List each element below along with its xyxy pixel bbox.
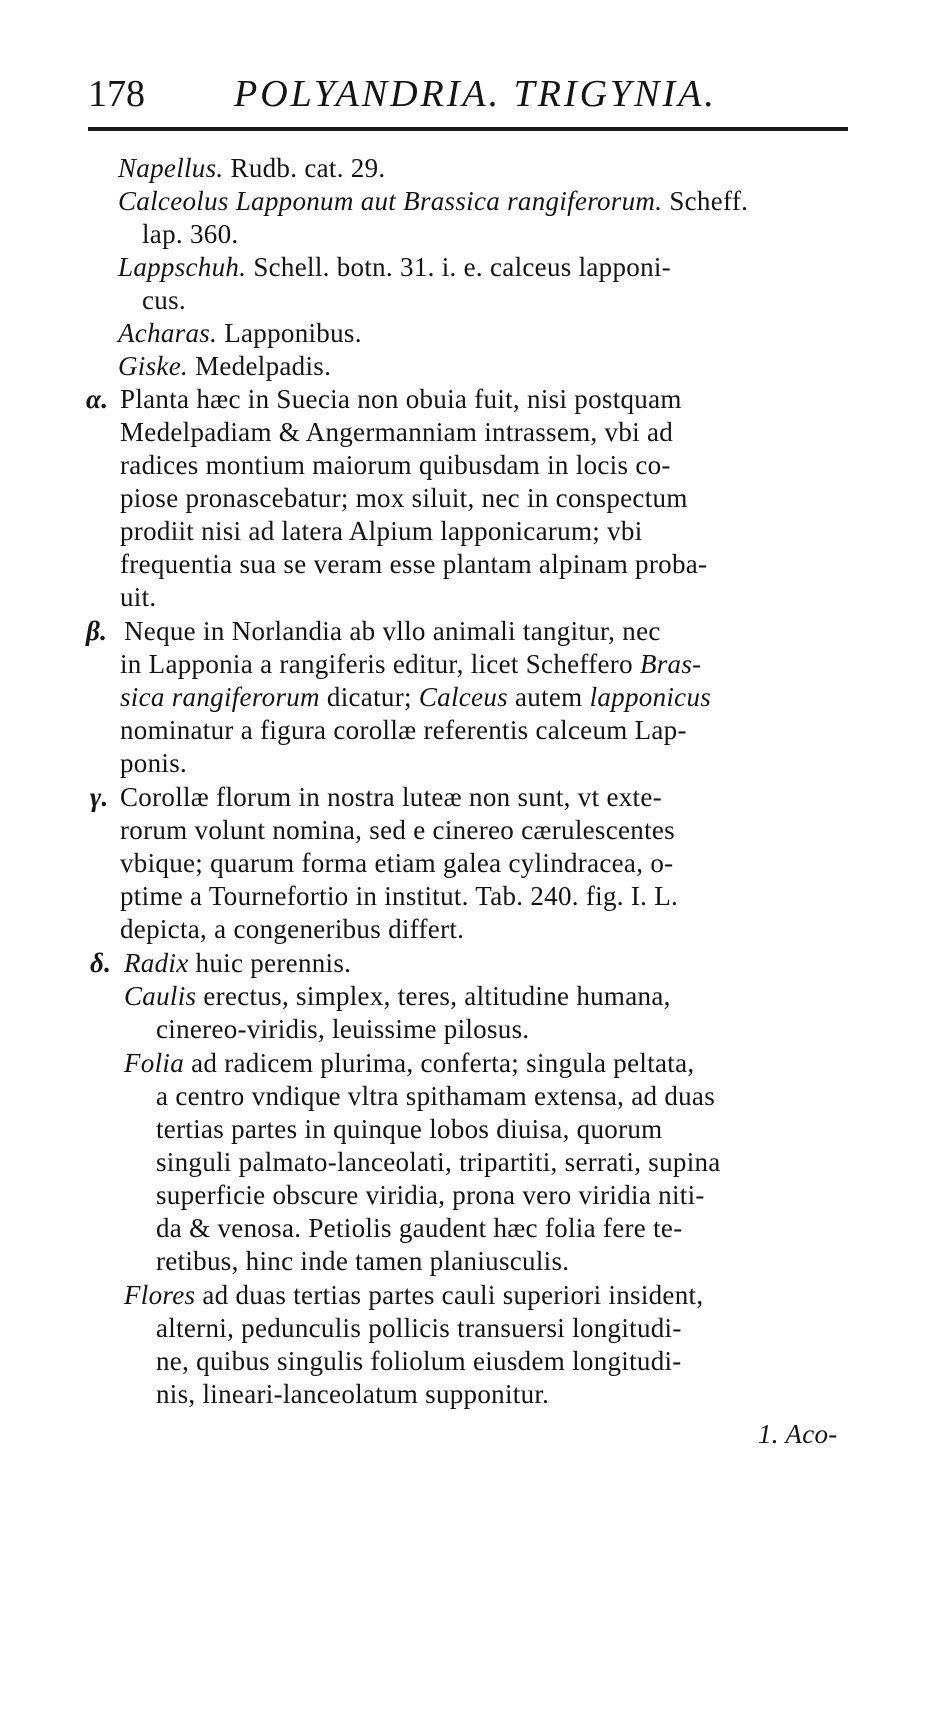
synonym-line xyxy=(118,151,385,185)
synonym-name: Calceolus Lapponum aut Brassica rangiferorum. xyxy=(118,186,663,216)
synonym-line xyxy=(118,250,671,284)
alpha-line: Planta hæc in Suecia non obuia fuit, nisi postquam xyxy=(120,384,682,414)
synonym-continuation: cus. xyxy=(142,285,186,315)
alpha-line: piose pronascebatur; mox siluit, nec in conspectum xyxy=(120,483,688,513)
beta-line: Neque in Norlandia ab vllo animali tangitur, nec xyxy=(124,616,661,646)
folia-continuation: tertias partes in quinque lobos diuisa, quorum xyxy=(156,1114,663,1144)
flores-term: Flores xyxy=(124,1280,196,1310)
page-number: 178 xyxy=(88,73,145,115)
radix-term: Radix xyxy=(124,948,189,978)
flores-continuation: alterni, pedunculis pollicis transuersi longitudi- xyxy=(156,1313,682,1343)
radix-line xyxy=(124,946,351,980)
note-marker-gamma: γ. xyxy=(90,782,109,812)
note-marker-delta: δ. xyxy=(90,948,112,978)
gamma-line: vbique; quarum forma etiam galea cylindracea, o- xyxy=(120,848,674,878)
synonym-text: Schell. botn. 31. i. e. calceus lapponi- xyxy=(253,252,671,282)
flores-line xyxy=(124,1278,703,1312)
beta-line: nominatur a figura corollæ referentis calceum Lap- xyxy=(120,715,687,745)
beta-line: ponis. xyxy=(120,748,188,778)
synonym-line xyxy=(118,316,362,350)
synonym-name: Giske. xyxy=(118,351,189,381)
gamma-line: Corollæ florum in nostra luteæ non sunt, vt exte- xyxy=(120,782,662,812)
beta-italic-term: sica rangiferorum xyxy=(120,682,320,712)
gamma-line: rorum volunt nomina, sed e cinereo cærulescentes xyxy=(120,815,675,845)
alpha-line: prodiit nisi ad latera Alpium lapponicarum; vbi xyxy=(120,516,643,546)
caulis-text: erectus, simplex, teres, altitudine humana, xyxy=(203,981,671,1011)
note-marker-beta: β. xyxy=(86,616,108,646)
gamma-line: ptime a Tournefortio in institut. Tab. 240. fig. I. L. xyxy=(120,881,679,911)
alpha-line: Medelpadiam & Angermanniam intrassem, vbi ad xyxy=(120,417,674,447)
synonym-text: Scheff. xyxy=(669,186,749,216)
flores-continuation: nis, lineari-lanceolatum supponitur. xyxy=(156,1379,550,1409)
folia-text: ad radicem plurima, conferta; singula peltata, xyxy=(191,1048,695,1078)
folia-term: Folia xyxy=(124,1048,184,1078)
folia-continuation: retibus, hinc inde tamen planiusculis. xyxy=(156,1246,570,1276)
note-marker-alpha: α. xyxy=(86,384,109,414)
synonym-name: Napellus. xyxy=(118,153,224,183)
beta-italic-term: Bras- xyxy=(639,649,702,679)
synonym-line xyxy=(118,184,748,218)
beta-text: autem xyxy=(515,682,583,712)
folia-continuation: singuli palmato-lanceolati, tripartiti, serrati, supina xyxy=(156,1147,721,1177)
caulis-continuation: cinereo-viridis, leuissime pilosus. xyxy=(156,1014,530,1044)
alpha-line: radices montium maiorum quibusdam in locis co- xyxy=(120,450,671,480)
running-title: POLYANDRIA. TRIGYNIA. xyxy=(234,73,717,115)
synonym-continuation: lap. 360. xyxy=(142,219,239,249)
flores-continuation: ne, quibus singulis foliolum eiusdem longitudi- xyxy=(156,1346,682,1376)
beta-line xyxy=(120,647,701,681)
folia-continuation: superficie obscure viridia, prona vero viridia niti- xyxy=(156,1180,705,1210)
caulis-line xyxy=(124,979,671,1013)
beta-italic-term: lapponicus xyxy=(589,682,712,712)
alpha-line: uit. xyxy=(120,582,157,612)
beta-italic-term: Calceus xyxy=(418,682,508,712)
alpha-line: frequentia sua se veram esse plantam alpinam proba- xyxy=(120,549,708,579)
flores-text: ad duas tertias partes cauli superiori insident, xyxy=(202,1280,704,1310)
folia-continuation: a centro vndique vltra spithamam extensa, ad duas xyxy=(156,1081,716,1111)
synonym-text: Rudb. cat. 29. xyxy=(230,153,386,183)
synonym-name: Acharas. xyxy=(118,318,218,348)
beta-text: dicatur; xyxy=(326,682,412,712)
beta-line xyxy=(120,680,711,714)
radix-text: huic perennis. xyxy=(195,948,352,978)
synonym-name: Lappschuh. xyxy=(118,252,247,282)
synonym-text: Lapponibus. xyxy=(224,318,362,348)
catchword: 1. Aco- xyxy=(758,1419,838,1449)
folia-continuation: da & venosa. Petiolis gaudent hæc folia fere te- xyxy=(156,1213,683,1243)
beta-text: in Lapponia a rangiferis editur, licet Scheffero xyxy=(120,649,633,679)
gamma-line: depicta, a congeneribus differt. xyxy=(120,914,465,944)
folia-line xyxy=(124,1046,694,1080)
synonym-line xyxy=(118,349,331,383)
synonym-text: Medelpadis. xyxy=(195,351,332,381)
caulis-term: Caulis xyxy=(124,981,197,1011)
